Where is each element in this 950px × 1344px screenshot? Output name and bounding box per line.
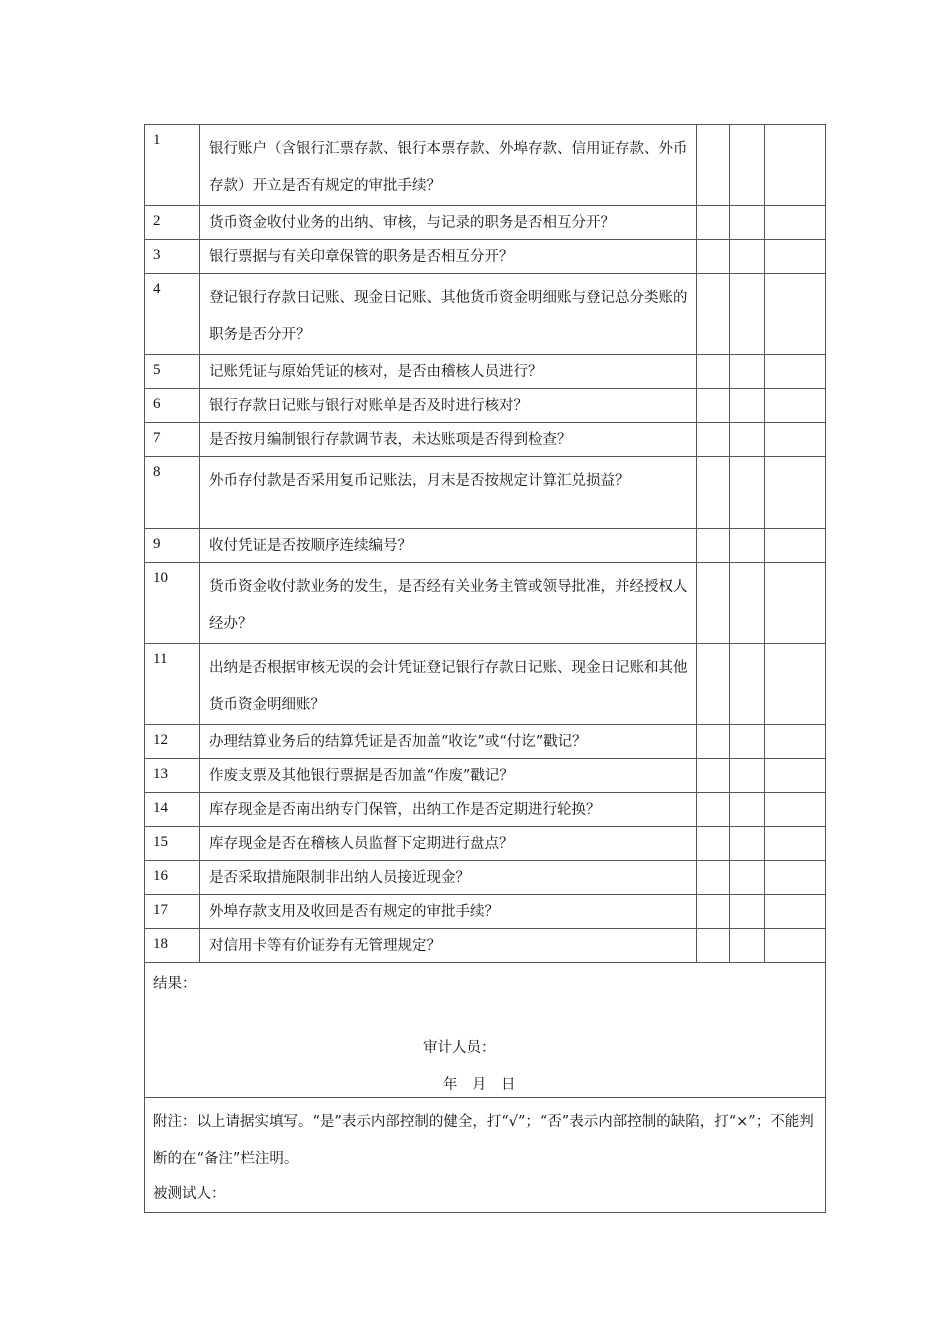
table-row — [145, 529, 826, 563]
row-question: 库存现金是否南出纳专门保管，出纳工作是否定期进行轮换？ — [200, 793, 697, 827]
remark-cell[interactable] — [765, 125, 826, 206]
yes-cell[interactable] — [697, 725, 730, 759]
yes-cell[interactable] — [697, 355, 730, 389]
date-line: 年 月 日 — [443, 1077, 516, 1093]
table-row — [145, 929, 826, 963]
testee-label: 被测试人： — [153, 1186, 226, 1202]
row-number: 13 — [145, 759, 200, 793]
table-row — [145, 457, 826, 529]
no-cell[interactable] — [730, 793, 765, 827]
note-text: 附注：以上请据实填写。“是”表示内部控制的健全，打“√”；“否”表示内部控制的缺陷，打“×”；不能判断的在“备注”栏注明。 — [153, 1114, 814, 1167]
yes-cell[interactable] — [697, 929, 730, 963]
remark-cell[interactable] — [765, 206, 826, 240]
remark-cell[interactable] — [765, 389, 826, 423]
no-cell[interactable] — [730, 725, 765, 759]
remark-cell[interactable] — [765, 240, 826, 274]
row-question: 作废支票及其他银行票据是否加盖“作废”戳记？ — [200, 759, 697, 793]
row-number: 16 — [145, 861, 200, 895]
questionnaire-rows — [145, 125, 826, 963]
result-section — [145, 963, 826, 1098]
row-question: 外埠存款支用及收回是否有规定的审批手续？ — [200, 895, 697, 929]
row-number: 5 — [145, 355, 200, 389]
row-number: 1 — [145, 125, 200, 206]
row-question: 货币资金收付款业务的发生，是否经有关业务主管或领导批准，并经授权人经办？ — [200, 563, 697, 644]
no-cell[interactable] — [730, 827, 765, 861]
no-cell[interactable] — [730, 125, 765, 206]
yes-cell[interactable] — [697, 274, 730, 355]
no-cell[interactable] — [730, 206, 765, 240]
row-number: 4 — [145, 274, 200, 355]
remark-cell[interactable] — [765, 274, 826, 355]
table-row — [145, 206, 826, 240]
yes-cell[interactable] — [697, 206, 730, 240]
no-cell[interactable] — [730, 644, 765, 725]
yes-cell[interactable] — [697, 240, 730, 274]
row-question: 库存现金是否在稽核人员监督下定期进行盘点？ — [200, 827, 697, 861]
no-cell[interactable] — [730, 423, 765, 457]
no-cell[interactable] — [730, 274, 765, 355]
yes-cell[interactable] — [697, 895, 730, 929]
table-row — [145, 563, 826, 644]
row-number: 8 — [145, 457, 200, 529]
yes-cell[interactable] — [697, 529, 730, 563]
row-number: 9 — [145, 529, 200, 563]
no-cell[interactable] — [730, 759, 765, 793]
table-row — [145, 644, 826, 725]
no-cell[interactable] — [730, 389, 765, 423]
row-question: 登记银行存款日记账、现金日记账、其他货币资金明细账与登记总分类账的职务是否分开？ — [200, 274, 697, 355]
table-row — [145, 355, 826, 389]
remark-cell[interactable] — [765, 355, 826, 389]
table-row — [145, 759, 826, 793]
row-question: 银行存款日记账与银行对账单是否及时进行核对？ — [200, 389, 697, 423]
remark-cell[interactable] — [765, 895, 826, 929]
row-question: 出纳是否根据审核无误的会计凭证登记银行存款日记账、现金日记账和其他货币资金明细账？ — [200, 644, 697, 725]
yes-cell[interactable] — [697, 827, 730, 861]
table-row — [145, 793, 826, 827]
row-question: 外币存付款是否采用复币记账法，月末是否按规定计算汇兑损益？ — [200, 457, 697, 529]
row-number: 2 — [145, 206, 200, 240]
row-question: 是否采取措施限制非出纳人员接近现金？ — [200, 861, 697, 895]
row-number: 17 — [145, 895, 200, 929]
row-number: 3 — [145, 240, 200, 274]
no-cell[interactable] — [730, 355, 765, 389]
no-cell[interactable] — [730, 895, 765, 929]
yes-cell[interactable] — [697, 125, 730, 206]
no-cell[interactable] — [730, 929, 765, 963]
row-question: 银行票据与有关印章保管的职务是否相互分开？ — [200, 240, 697, 274]
row-question: 办理结算业务后的结算凭证是否加盖“收讫”或“付讫”戳记？ — [200, 725, 697, 759]
yes-cell[interactable] — [697, 389, 730, 423]
no-cell[interactable] — [730, 563, 765, 644]
row-question: 收付凭证是否按顺序连续编号？ — [200, 529, 697, 563]
yes-cell[interactable] — [697, 759, 730, 793]
row-number: 7 — [145, 423, 200, 457]
row-number: 11 — [145, 644, 200, 725]
no-cell[interactable] — [730, 861, 765, 895]
row-question: 银行账户（含银行汇票存款、银行本票存款、外埠存款、信用证存款、外币存款）开立是否有规定的审批手续？ — [200, 125, 697, 206]
row-question: 对信用卡等有价证券有无管理规定？ — [200, 929, 697, 963]
questionnaire-table — [144, 124, 826, 1213]
yes-cell[interactable] — [697, 861, 730, 895]
table-row — [145, 895, 826, 929]
yes-cell[interactable] — [697, 457, 730, 529]
table-row — [145, 423, 826, 457]
table-row — [145, 125, 826, 206]
row-question: 货币资金收付业务的出纳、审核，与记录的职务是否相互分开？ — [200, 206, 697, 240]
table-row — [145, 725, 826, 759]
remark-cell[interactable] — [765, 759, 826, 793]
table-row — [145, 827, 826, 861]
yes-cell[interactable] — [697, 793, 730, 827]
remark-cell[interactable] — [765, 423, 826, 457]
row-number: 15 — [145, 827, 200, 861]
table-row — [145, 274, 826, 355]
remark-cell[interactable] — [765, 929, 826, 963]
no-cell[interactable] — [730, 529, 765, 563]
no-cell[interactable] — [730, 240, 765, 274]
row-number: 12 — [145, 725, 200, 759]
remark-cell[interactable] — [765, 861, 826, 895]
row-number: 10 — [145, 563, 200, 644]
result-label: 结果： — [153, 976, 197, 992]
row-number: 18 — [145, 929, 200, 963]
row-question: 是否按月编制银行存款调节表，未达账项是否得到检查？ — [200, 423, 697, 457]
remark-cell[interactable] — [765, 457, 826, 529]
remark-cell[interactable] — [765, 827, 826, 861]
row-number: 14 — [145, 793, 200, 827]
no-cell[interactable] — [730, 457, 765, 529]
yes-cell[interactable] — [697, 644, 730, 725]
yes-cell[interactable] — [697, 563, 730, 644]
row-number: 6 — [145, 389, 200, 423]
table-row — [145, 861, 826, 895]
table-row — [145, 389, 826, 423]
remark-cell[interactable] — [765, 529, 826, 563]
remark-cell[interactable] — [765, 725, 826, 759]
remark-cell[interactable] — [765, 563, 826, 644]
table-row — [145, 240, 826, 274]
auditor-label: 审计人员： — [423, 1040, 496, 1056]
note-section — [145, 1098, 826, 1213]
yes-cell[interactable] — [697, 423, 730, 457]
row-question: 记账凭证与原始凭证的核对，是否由稽核人员进行？ — [200, 355, 697, 389]
internal-control-questionnaire — [144, 124, 825, 1213]
remark-cell[interactable] — [765, 793, 826, 827]
remark-cell[interactable] — [765, 644, 826, 725]
